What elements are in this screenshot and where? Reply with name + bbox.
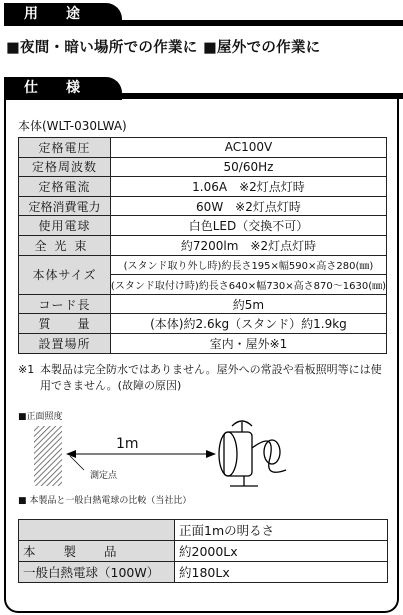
spec-row [19,177,387,197]
spec-label: 使用電球 [19,216,111,236]
distance-label: 1m [116,436,139,452]
spec-value: 室内・屋外※1 [110,333,386,353]
distance-arrow-tail [206,450,216,458]
wall-hatch [34,426,62,486]
comparison-header-row [19,520,388,541]
comparison-value: 約180Lx [175,562,388,583]
diagram-svg [18,418,388,496]
diagram-title: ■正面照度 [18,412,63,422]
spec-label: 定格電圧 [19,138,111,158]
spec-value: (スタンド取付け時)約長さ640×幅730×高さ870～1630(㎜) [110,275,386,295]
spec-label: 全光束 [19,235,111,255]
waterproof-note [18,362,388,394]
spec-row [19,294,387,314]
spec-value: AC100V [110,138,386,158]
model-name: 本体(WLT-030LWA) [18,119,127,133]
comparison-value: 約2000Lx [175,541,388,562]
comparison-row [19,562,388,583]
comparison-title: ■ 本製品と一般白熱電球の比較（当社比） [18,496,192,506]
comparison-label: 一般白熱電球（100W） [19,562,175,583]
spec-row [19,314,387,334]
work-light-drawing [219,421,286,486]
spec-label: 質 量 [19,314,111,334]
measure-point-label: 測定点 [90,471,118,481]
spec-value: 1.06A ※2灯点灯時 [110,177,386,197]
comparison-table [18,519,388,583]
spec-value: 白色LED（交換不可） [110,216,386,236]
comparison-label: 本 製 品 [19,541,175,562]
usage-heading: 用 途 [4,3,122,26]
spec-row [19,138,387,158]
spec-row [19,157,387,177]
spec-label: 定格電流 [19,177,111,197]
spec-value: 60W ※2灯点灯時 [110,196,386,216]
spec-heading: 仕 様 [4,77,122,100]
usage-text: ■夜間・暗い場所での作業に ■屋外での作業に [6,40,321,56]
note-mark: ※1 [18,363,35,376]
spec-table [18,137,387,354]
spec-value: 約5m [110,294,386,314]
spec-value: 約7200lm ※2灯点灯時 [110,235,386,255]
spec-row [19,333,387,353]
measure-point-leader [70,456,84,470]
spec-label: 設置場所 [19,333,111,353]
spec-value: (本体)約2.6kg（スタンド）約1.9kg [110,314,386,334]
spec-label: 本体サイズ [19,255,111,294]
comparison-header: 正面1mの明るさ [175,520,388,541]
comparison-row [19,541,388,562]
comparison-header-blank [19,520,175,541]
illuminance-diagram [18,418,388,496]
note-text: 本製品は完全防水ではありません。屋外への常設や看板照明等には使用できません。(故障の原因) [40,363,382,392]
spec-row [19,216,387,236]
spec-label: コード長 [19,294,111,314]
spec-row [19,235,387,255]
spec-label: 定格周波数 [19,157,111,177]
spec-label: 定格消費電力 [19,196,111,216]
spec-row [19,196,387,216]
spec-value: 50/60Hz [110,157,386,177]
spec-row [19,255,387,275]
spec-value: (スタンド取り外し時)約長さ195×幅590×高さ280(㎜) [110,255,386,275]
